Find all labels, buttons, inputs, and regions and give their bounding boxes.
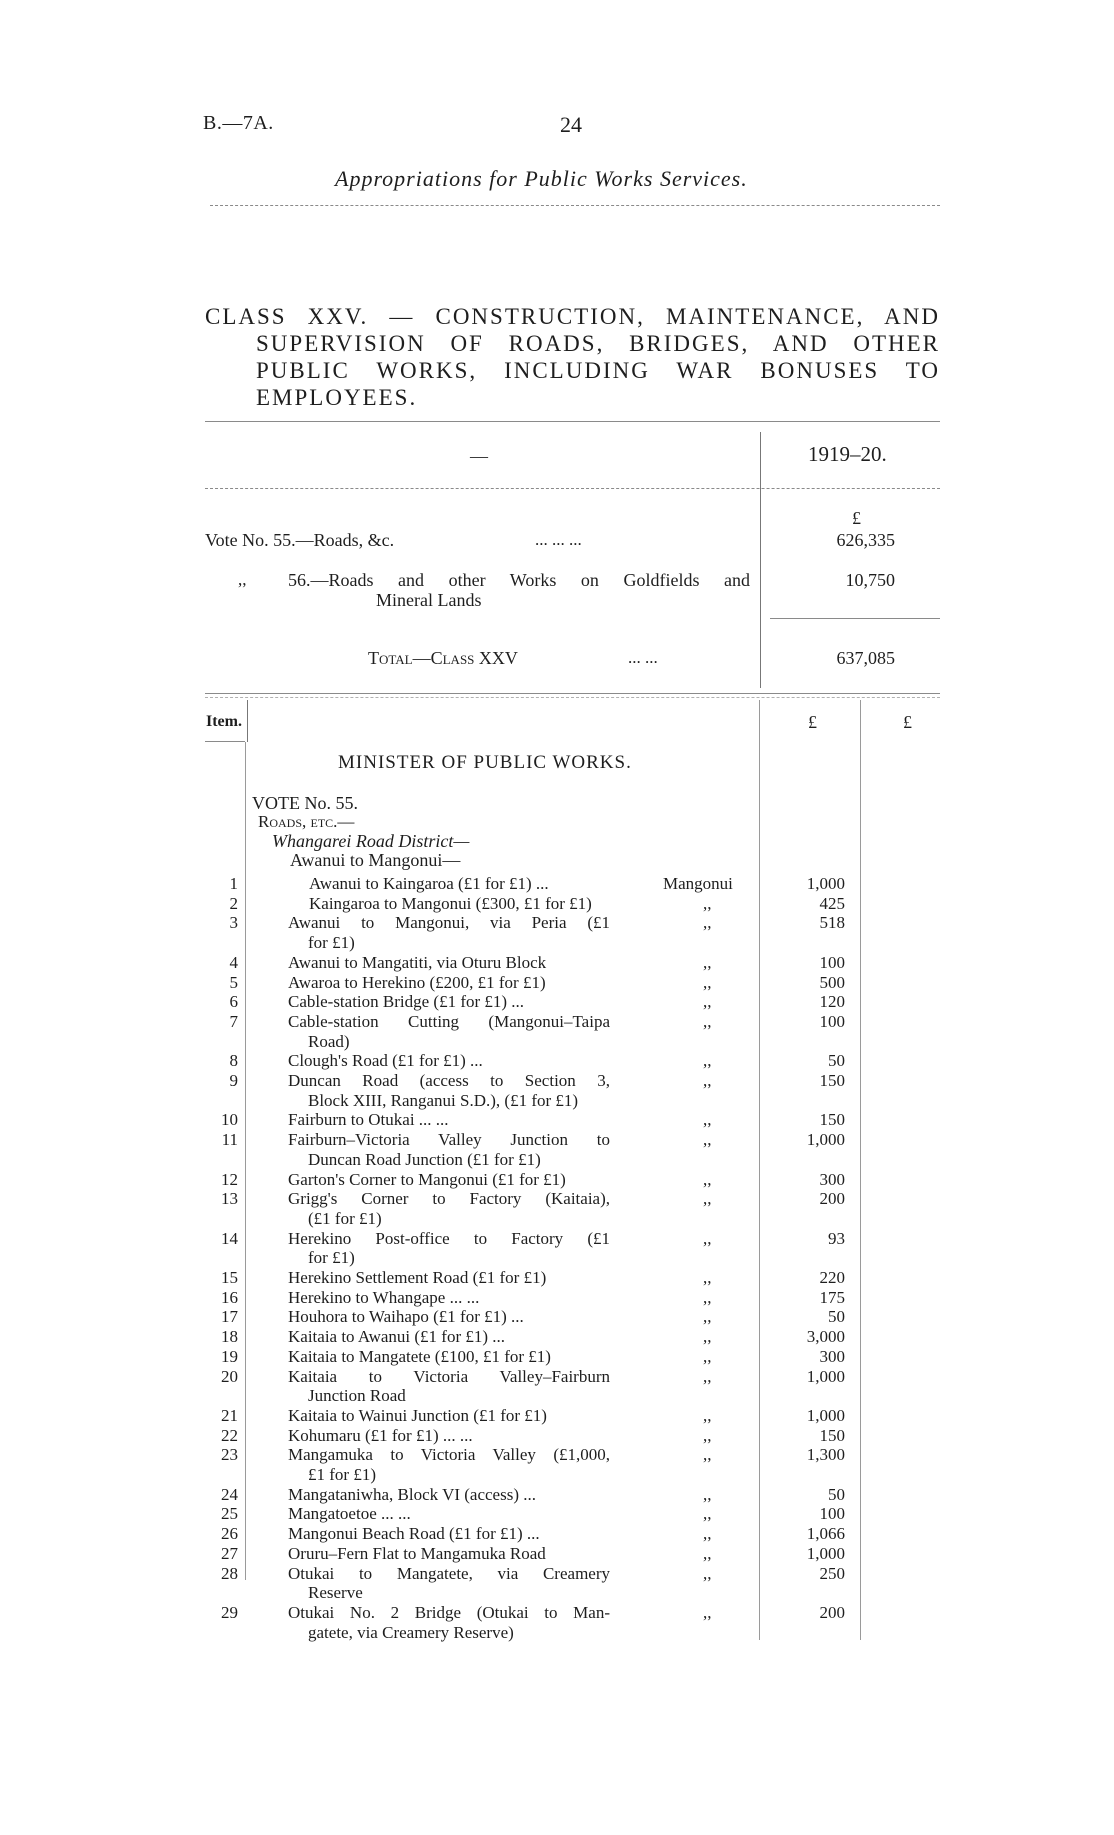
table-row xyxy=(0,894,1114,914)
table-row xyxy=(0,1130,1114,1169)
table-row xyxy=(0,1307,1114,1327)
item-amount: 1,300 xyxy=(806,1445,845,1465)
item-locality: ,, xyxy=(703,1268,712,1287)
item-number: 22 xyxy=(221,1425,238,1445)
item-locality: ,, xyxy=(703,1346,712,1366)
item-number: 18 xyxy=(221,1327,238,1347)
table-row xyxy=(0,874,1114,894)
item-amount: 220 xyxy=(819,1268,845,1287)
table-row xyxy=(0,1504,1114,1524)
item-amount: 50 xyxy=(828,1484,845,1504)
item-description: Awanui to Mangatiti, via Oturu Block xyxy=(288,952,547,972)
item-amount: 3,000 xyxy=(806,1327,845,1347)
vote-56-label-cont: Mineral Lands xyxy=(376,590,482,610)
item-description: Cable-station Cutting (Mangonui–Taipa xyxy=(288,1011,610,1031)
class-heading-line-4: EMPLOYEES. xyxy=(256,385,418,410)
table-row xyxy=(0,1544,1114,1564)
item-number: 17 xyxy=(221,1307,238,1327)
item-number: 27 xyxy=(221,1543,238,1563)
item-description-cont: Duncan Road Junction (£1 for £1) xyxy=(308,1149,541,1169)
item-locality: ,, xyxy=(703,1169,712,1189)
item-amount: 150 xyxy=(819,1110,845,1130)
item-amount: 50 xyxy=(828,1051,845,1071)
item-description: Fairburn–Victoria Valley Junction to xyxy=(288,1130,610,1150)
table-row xyxy=(0,1485,1114,1505)
item-description: Houhora to Waihapo (£1 for £1) ... xyxy=(288,1307,524,1327)
item-number: 26 xyxy=(221,1524,238,1544)
item-amount: 150 xyxy=(819,1071,845,1090)
item-description: Clough's Road (£1 for £1) ... xyxy=(288,1051,483,1071)
item-amount: 1,000 xyxy=(806,874,845,893)
table-row xyxy=(0,992,1114,1012)
item-number: 29 xyxy=(221,1602,238,1622)
item-locality: ,, xyxy=(703,1602,712,1622)
item-description: Awaroa to Herekino (£200, £1 for £1) xyxy=(288,972,546,992)
pound-column-1: £ xyxy=(808,712,817,732)
item-locality: ,, xyxy=(703,913,712,933)
item-description: Otukai No. 2 Bridge (Otukai to Man- xyxy=(288,1602,610,1622)
item-column-header: Item. xyxy=(206,713,242,730)
item-locality: ,, xyxy=(703,1307,712,1327)
item-description: Kaitaia to Victoria Valley–Fairburn xyxy=(288,1366,610,1386)
item-description: Kaitaia to Wainui Junction (£1 for £1) xyxy=(288,1405,547,1425)
item-amount: 150 xyxy=(819,1425,845,1445)
item-number: 2 xyxy=(229,893,238,913)
table-row xyxy=(0,973,1114,993)
item-number: 13 xyxy=(221,1189,238,1209)
item-description-cont: £1 for £1) xyxy=(308,1464,376,1484)
item-locality: ,, xyxy=(703,1484,712,1504)
item-description: Herekino Post-office to Factory (£1 xyxy=(288,1228,610,1248)
item-description-cont: for £1) xyxy=(308,1248,355,1268)
table-row xyxy=(0,1288,1114,1308)
item-number: 11 xyxy=(221,1130,238,1150)
vote-56-amount: 10,750 xyxy=(845,570,895,590)
item-description: Kaitaia to Awanui (£1 for £1) ... xyxy=(288,1327,506,1347)
district-heading: Whangarei Road District— xyxy=(272,831,470,851)
item-locality: ,, xyxy=(703,1130,712,1150)
item-description-cont: Reserve xyxy=(308,1583,363,1603)
class-heading-line-2: SUPERVISION OF ROADS, BRIDGES, AND OTHER xyxy=(256,331,940,356)
item-locality: ,, xyxy=(703,1504,712,1524)
item-number: 10 xyxy=(221,1110,238,1130)
item-locality: ,, xyxy=(703,1563,712,1583)
item-amount: 1,000 xyxy=(806,1405,845,1425)
item-amount: 300 xyxy=(819,1346,845,1366)
item-locality: ,, xyxy=(703,1425,712,1445)
class-heading-line-3: PUBLIC WORKS, INCLUDING WAR BONUSES TO xyxy=(256,358,940,383)
item-number: 4 xyxy=(229,952,238,972)
page-reference: B.—7A. xyxy=(203,112,274,134)
item-description-cont: Block XIII, Ranganui S.D.), (£1 for £1) xyxy=(308,1090,579,1110)
item-amount: 200 xyxy=(819,1602,845,1622)
table-row xyxy=(0,1347,1114,1367)
item-number: 8 xyxy=(229,1051,238,1071)
vote-heading: VOTE No. 55. xyxy=(252,793,358,813)
item-description-cont: Junction Road xyxy=(308,1386,406,1406)
item-amount: 100 xyxy=(819,1011,845,1031)
item-amount: 425 xyxy=(819,893,845,913)
item-locality: Mangonui xyxy=(663,874,733,893)
table-row xyxy=(0,1110,1114,1130)
item-number: 21 xyxy=(221,1405,238,1425)
summary-dash: — xyxy=(470,446,488,466)
item-number: 14 xyxy=(221,1228,238,1248)
item-number: 20 xyxy=(221,1366,238,1386)
item-description: Mangamuka to Victoria Valley (£1,000, xyxy=(288,1445,610,1465)
item-amount: 50 xyxy=(828,1307,845,1327)
summary-bottom-rule-2 xyxy=(205,697,940,698)
vote-55-dots: ... ... ... xyxy=(535,530,582,549)
item-number: 1 xyxy=(229,874,238,893)
item-locality: ,, xyxy=(703,952,712,972)
item-description: Mangatoetoe ... ... xyxy=(288,1504,411,1524)
item-description: Herekino Settlement Road (£1 for £1) xyxy=(288,1268,547,1287)
item-description: Mangonui Beach Road (£1 for £1) ... xyxy=(288,1524,540,1544)
item-description: Herekino to Whangape ... ... xyxy=(288,1287,480,1307)
item-locality: ,, xyxy=(703,893,712,913)
table-row xyxy=(0,1071,1114,1110)
minister-heading: MINISTER OF PUBLIC WORKS. xyxy=(338,752,632,773)
item-description: Kaitaia to Mangatete (£100, £1 for £1) xyxy=(288,1346,551,1366)
item-description: Duncan Road (access to Section 3, xyxy=(288,1071,610,1090)
class-heading-line-1: CLASS XXV. — CONSTRUCTION, MAINTENANCE, AND xyxy=(205,304,940,329)
table-row xyxy=(0,1170,1114,1190)
roads-heading: Roads, etc.— xyxy=(258,812,355,831)
header-rule xyxy=(210,205,940,206)
page-title: Appropriations for Public Works Services. xyxy=(335,166,748,191)
item-amount: 250 xyxy=(819,1563,845,1583)
total-label: Total—Class XXV xyxy=(368,648,518,668)
pound-column-2: £ xyxy=(903,712,912,732)
table-row xyxy=(0,1268,1114,1288)
item-description: Garton's Corner to Mangonui (£1 for £1) xyxy=(288,1169,566,1189)
item-number: 6 xyxy=(229,992,238,1012)
item-number: 15 xyxy=(221,1268,238,1287)
item-locality: ,, xyxy=(703,1011,712,1031)
vote-56-ditto: ,, xyxy=(238,570,247,589)
item-number: 12 xyxy=(221,1169,238,1189)
item-amount: 518 xyxy=(819,913,845,933)
item-amount: 200 xyxy=(819,1189,845,1209)
item-locality: ,, xyxy=(703,1405,712,1425)
item-number: 5 xyxy=(229,972,238,992)
item-description: Oruru–Fern Flat to Mangamuka Road xyxy=(288,1543,546,1563)
item-number: 24 xyxy=(221,1484,238,1504)
item-amount: 175 xyxy=(819,1287,845,1307)
summary-top-rule xyxy=(205,421,940,422)
table-row xyxy=(0,1012,1114,1051)
item-locality: ,, xyxy=(703,1327,712,1347)
item-locality: ,, xyxy=(703,1366,712,1386)
item-description: Kaingaroa to Mangonui (£300, £1 for £1) xyxy=(309,893,592,913)
table-row xyxy=(0,953,1114,973)
item-number: 23 xyxy=(221,1445,238,1465)
summary-pound-sign: £ xyxy=(852,508,861,528)
item-description: Cable-station Bridge (£1 for £1) ... xyxy=(288,992,525,1012)
item-number: 7 xyxy=(229,1011,238,1031)
summary-year: 1919–20. xyxy=(808,442,887,466)
item-locality: ,, xyxy=(703,1524,712,1544)
vote-55-label: Vote No. 55.—Roads, &c. xyxy=(205,530,395,550)
vote-56-label: 56.—Roads and other Works on Goldfields and xyxy=(288,570,750,590)
item-description: Awanui to Kaingaroa (£1 for £1) ... xyxy=(309,874,549,893)
total-dots: ... ... xyxy=(628,648,658,667)
total-rule xyxy=(770,618,940,619)
item-description: Awanui to Mangonui, via Peria (£1 xyxy=(288,913,610,933)
item-description-cont: (£1 for £1) xyxy=(308,1208,382,1228)
total-amount: 637,085 xyxy=(836,648,895,668)
item-description: Otukai to Mangatete, via Creamery xyxy=(288,1563,610,1583)
item-amount: 1,000 xyxy=(806,1130,845,1150)
item-amount: 93 xyxy=(828,1228,845,1248)
item-locality: ,, xyxy=(703,992,712,1012)
item-number: 3 xyxy=(229,913,238,933)
summary-header-rule xyxy=(205,488,940,489)
item-amount: 500 xyxy=(819,972,845,992)
item-amount: 100 xyxy=(819,1504,845,1524)
table-row xyxy=(0,1051,1114,1071)
table-row xyxy=(0,1406,1114,1426)
item-locality: ,, xyxy=(703,1071,712,1090)
item-locality: ,, xyxy=(703,1051,712,1071)
table-row xyxy=(0,1445,1114,1484)
item-amount: 1,000 xyxy=(806,1366,845,1386)
item-locality: ,, xyxy=(703,1189,712,1209)
item-description: Grigg's Corner to Factory (Kaitaia), xyxy=(288,1189,610,1209)
summary-bottom-rule xyxy=(205,693,940,694)
item-locality: ,, xyxy=(703,1543,712,1563)
summary-column-divider xyxy=(760,432,761,688)
page-number: 24 xyxy=(560,112,582,137)
item-description: Mangataniwha, Block VI (access) ... xyxy=(288,1484,536,1504)
item-description: Fairburn to Otukai ... ... xyxy=(288,1110,449,1130)
item-number: 28 xyxy=(221,1563,238,1583)
item-number: 19 xyxy=(221,1346,238,1366)
item-header-rule xyxy=(205,741,245,742)
item-locality: ,, xyxy=(703,1228,712,1248)
item-amount: 100 xyxy=(819,952,845,972)
table-row xyxy=(0,1524,1114,1544)
item-column-divider-top xyxy=(247,700,248,742)
item-locality: ,, xyxy=(703,1445,712,1465)
vote-55-amount: 626,335 xyxy=(836,530,895,550)
table-row xyxy=(0,913,1114,952)
table-row xyxy=(0,1367,1114,1406)
table-row xyxy=(0,1603,1114,1642)
item-amount: 1,000 xyxy=(806,1543,845,1563)
item-locality: ,, xyxy=(703,972,712,992)
item-number: 16 xyxy=(221,1287,238,1307)
item-locality: ,, xyxy=(703,1287,712,1307)
item-amount: 120 xyxy=(819,992,845,1012)
item-description-cont: gatete, via Creamery Reserve) xyxy=(308,1622,514,1642)
item-description: Kohumaru (£1 for £1) ... ... xyxy=(288,1425,473,1445)
item-number: 9 xyxy=(229,1071,238,1090)
table-row xyxy=(0,1564,1114,1603)
item-amount: 1,066 xyxy=(806,1524,845,1544)
table-row xyxy=(0,1426,1114,1446)
subhead-awanui-mangonui: Awanui to Mangonui— xyxy=(290,850,461,870)
item-description-cont: for £1) xyxy=(308,933,355,953)
table-row xyxy=(0,1229,1114,1268)
table-row xyxy=(0,1189,1114,1228)
item-number: 25 xyxy=(221,1504,238,1524)
item-amount: 300 xyxy=(819,1169,845,1189)
table-row xyxy=(0,1327,1114,1347)
item-description-cont: Road) xyxy=(308,1031,350,1051)
item-locality: ,, xyxy=(703,1110,712,1130)
